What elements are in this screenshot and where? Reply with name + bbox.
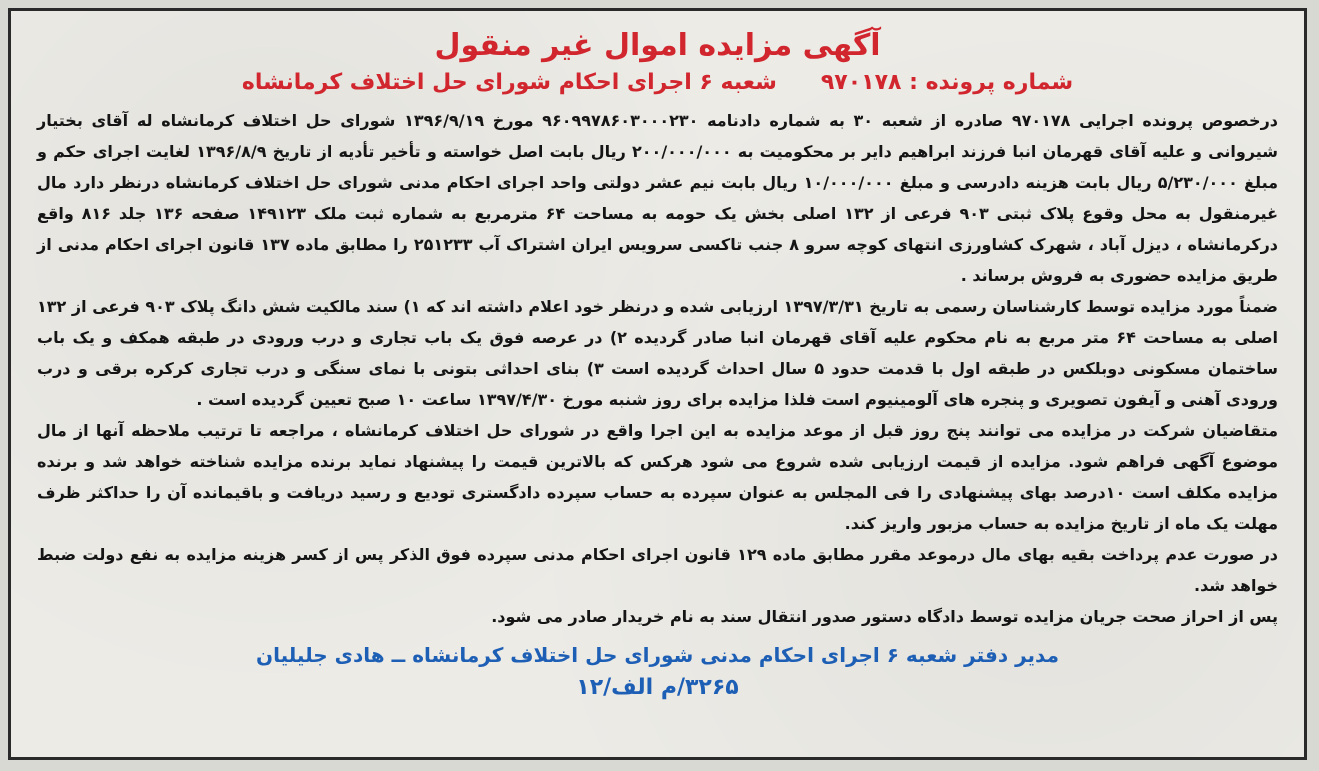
notice-document — [8, 8, 1307, 760]
paragraph-appraisal: ضمناً مورد مزایده توسط کارشناسان رسمی به تاریخ ۱۳۹۷/۳/۳۱ ارزیابی شده و درنظر خود اعلام داشته اند که ۱) سند مالکیت شش دانگ پلاک ۹۰۳ فرعی از ۱۳۲ اصلی به مساحت ۶۴ متر مربع به نام محکوم علیه آقای قهرمان انبا صادر گردیده ۲) در عرصه فوق یک باب تجاری و درب ورودی در طبقه همکف و یک باب ساختمان مسکونی دوبلکس در طبقه اول با قدمت حدود ۵ سال احداث گردیده است ۳) بنای احداثی بتونی با نمای سنگی و درب تجاری کرکره برقی و درب ورودی آهنی و آیفون تصویری و پنجره های آلومینیوم است فلذا مزایده برای روز شنبه مورخ ۱۳۹۷/۴/۳۰ ساعت ۱۰ صبح تعیین گردیده است . — [37, 297, 1279, 409]
notice-body — [37, 105, 1278, 632]
signature-line: مدیر دفتر شعبه ۶ اجرای احکام مدنی شورای حل اختلاف کرمانشاه ــ هادی جلیلیان — [256, 643, 1059, 667]
notice-code: ۳۲۶۵/م الف/۱۲ — [576, 675, 739, 700]
paragraph-applicants: متقاضیان شرکت در مزایده می توانند پنج روز قبل از موعد مزایده به این اجرا واقع در شورای حل اختلاف کرمانشاه ، مراجعه تا ترتیب ملاحظه آنها از مال موضوع آگهی فراهم شود. مزایده از قیمت ارزیابی شده شروع می شود هرکس که بالاترین قیمت را پیشنهاد نماید برنده مزایده شناخته خواهد شد و برنده مزایده مکلف است ۱۰درصد بهای پیشنهادی را فی المجلس به عنوان سپرده به حساب سپرده دادگستری تودیع و رسید دریافت و باقیمانده آن را حداکثر ظرف مهلت یک ماه از تاریخ مزایده به حساب مزبور واریز کند. — [37, 421, 1279, 533]
notice-title: آگهی مزایده اموال غیر منقول — [434, 28, 881, 63]
paragraph-non-payment: در صورت عدم پرداخت بقیه بهای مال درموعد مقرر مطابق ماده ۱۲۹ قانون اجرای احکام مدنی سپرده فوق الذکر پس از کسر هزینه مزایده به نفع دولت ضبط خواهد شد. — [37, 545, 1279, 595]
branch-name: شعبه ۶ اجرای احکام شورای حل اختلاف کرمانشاه — [241, 70, 777, 95]
paragraph-case-details: درخصوص پرونده اجرایی ۹۷۰۱۷۸ صادره از شعبه ۳۰ به شماره دادنامه ۹۶۰۹۹۷۸۶۰۳۰۰۰۲۳۰ مورخ ۱۳۹۶/۹/۱۹ شورای حل اختلاف کرمانشاه له آقای بختیار شیروانی و علیه آقای قهرمان انبا فرزند ابراهیم دایر بر محکومیت به ۲۰۰/۰۰۰/۰۰۰ ریال بابت اصل خواسته و تأخیر تأدیه از تاریخ ۱۳۹۶/۸/۹ لغایت اجرای حکم و مبلغ ۵/۲۳۰/۰۰۰ ریال بابت هزینه دادرسی و مبلغ ۱۰/۰۰۰/۰۰۰ ریال بابت نیم عشر دولتی واحد اجرای احکام مدنی شورای حل اختلاف کرمانشاه درنظر دارد مال غیرمنقول به محل وقوع پلاک ثبتی ۹۰۳ فرعی از ۱۳۲ اصلی بخش یک حومه به مساحت ۶۴ مترمربع به شماره ثبت ملک ۱۴۹۱۲۳ صفحه ۱۳۶ جلد ۸۱۶ واقع درکرمانشاه ، دیزل آباد ، شهرک کشاورزی انتهای کوچه سرو ۸ جنب تاکسی سرویس ایران اشتراک آب ۲۵۱۲۳۳ را مطابق ماده ۱۳۷ قانون اجرای احکام مدنی از طریق مزایده حضوری به فروش برساند . — [37, 111, 1279, 285]
file-number: شماره پرونده : ۹۷۰۱۷۸ — [820, 70, 1074, 95]
paragraph-transfer: پس از احراز صحت جریان مزایده توسط دادگاه دستور صدور انتقال سند به نام خریدار صادر می شود. — [491, 607, 1278, 626]
notice-subheader — [37, 67, 1278, 99]
